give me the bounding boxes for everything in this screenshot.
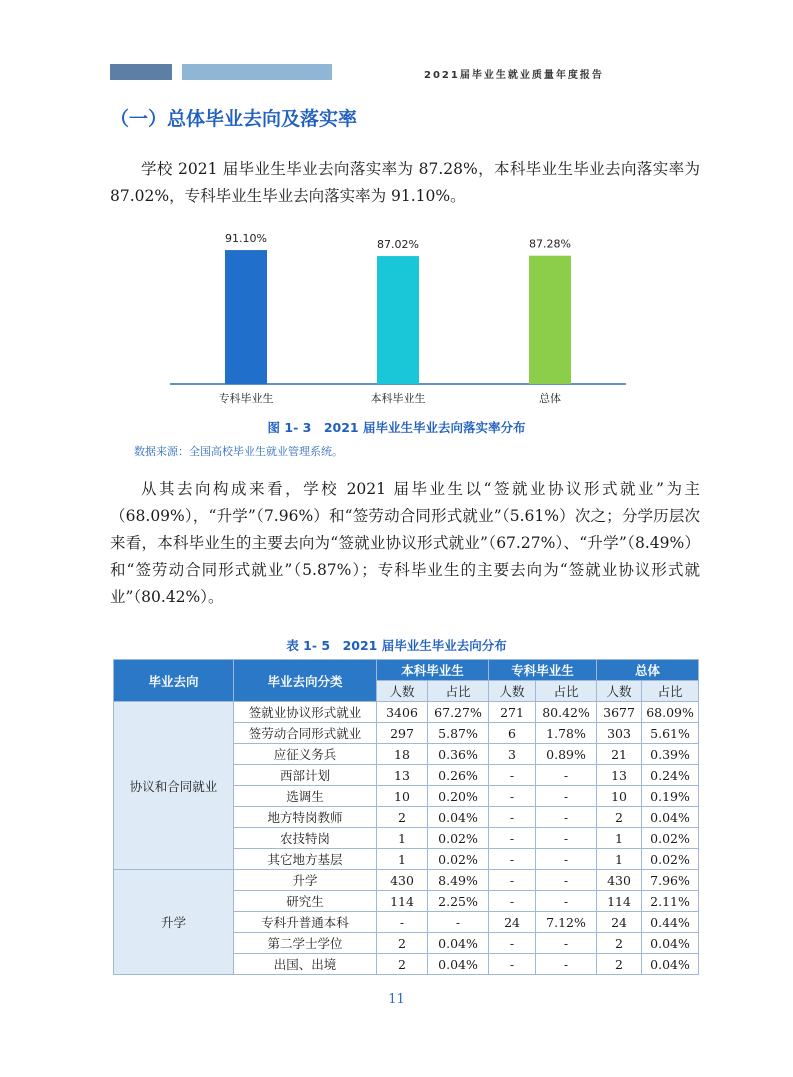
subheader-count: 人数 [377, 681, 428, 702]
value-cell: 7.12% [536, 912, 597, 933]
value-cell: - [489, 891, 536, 912]
value-cell: 0.04% [428, 933, 489, 954]
category-cell: 选调生 [234, 786, 377, 807]
header-total: 总体 [597, 660, 699, 681]
category-cell: 出国、出境 [234, 954, 377, 975]
value-cell: 0.20% [428, 786, 489, 807]
data-source: 数据来源：全国高校毕业生就业管理系统。 [134, 445, 343, 458]
value-cell: 3 [489, 744, 536, 765]
value-cell: 24 [597, 912, 642, 933]
subheader-percent: 占比 [536, 681, 597, 702]
value-cell: - [536, 828, 597, 849]
value-cell: 114 [597, 891, 642, 912]
value-cell: 2 [377, 933, 428, 954]
value-cell: 2 [597, 933, 642, 954]
value-cell: 10 [377, 786, 428, 807]
header-junior-college: 专科毕业生 [489, 660, 597, 681]
value-cell: 10 [597, 786, 642, 807]
value-cell: - [536, 786, 597, 807]
section-title: （一）总体毕业去向及落实率 [110, 108, 358, 130]
value-cell: 5.87% [428, 723, 489, 744]
x-tick-label: 本科毕业生 [370, 392, 426, 405]
value-cell: 0.39% [642, 744, 699, 765]
category-cell: 应征义务兵 [234, 744, 377, 765]
value-cell: - [536, 849, 597, 870]
value-cell: 0.26% [428, 765, 489, 786]
value-cell: 2 [597, 807, 642, 828]
header-destination: 毕业去向 [114, 660, 234, 702]
value-cell: 0.04% [428, 954, 489, 975]
category-cell: 农技特岗 [234, 828, 377, 849]
value-cell: - [536, 891, 597, 912]
value-cell: - [536, 870, 597, 891]
value-cell: 1 [597, 828, 642, 849]
value-cell: 2.25% [428, 891, 489, 912]
category-cell: 其它地方基层 [234, 849, 377, 870]
bar [529, 256, 571, 384]
bar-chart [160, 224, 640, 414]
value-cell: 0.02% [428, 849, 489, 870]
value-cell: 271 [489, 702, 536, 723]
subheader-count: 人数 [597, 681, 642, 702]
value-cell: 430 [377, 870, 428, 891]
value-cell: 8.49% [428, 870, 489, 891]
data-label: 91.10% [225, 232, 267, 246]
paragraph-composition: 从其去向构成来看，学校 2021 届毕业生以“签就业协议形式就业”为主（68.09%），“升学”（7.96%）和“签劳动合同形式就业”（5.61%）次之；分学历层次来看，本科毕业生的主要去向为“签就业协议形式就业”（67.27%）、“升学”（8.49%）和“签劳动合同形式就业”（5.87%）；专科毕业生的主要去向为“签就业协议形式就业”（80.42%）。 [110, 480, 700, 606]
header-category: 毕业去向分类 [234, 660, 377, 702]
value-cell: 7.96% [642, 870, 699, 891]
value-cell: 13 [597, 765, 642, 786]
data-label: 87.28% [529, 237, 571, 251]
value-cell: - [489, 954, 536, 975]
group-cell: 协议和合同就业 [114, 702, 234, 870]
value-cell: 0.44% [642, 912, 699, 933]
header-decoration [110, 64, 332, 80]
value-cell: 0.36% [428, 744, 489, 765]
value-cell: 1.78% [536, 723, 597, 744]
value-cell: - [489, 870, 536, 891]
subheader-percent: 占比 [642, 681, 699, 702]
value-cell: 0.89% [536, 744, 597, 765]
value-cell: 0.02% [642, 828, 699, 849]
value-cell: - [536, 954, 597, 975]
table-row [114, 870, 699, 891]
value-cell: - [489, 933, 536, 954]
header-undergraduate: 本科毕业生 [377, 660, 489, 681]
value-cell: 6 [489, 723, 536, 744]
category-cell: 西部计划 [234, 765, 377, 786]
value-cell: 0.19% [642, 786, 699, 807]
value-cell: 24 [489, 912, 536, 933]
table-caption: 表 1- 5 2021 届毕业生毕业去向分布 [286, 638, 507, 653]
subheader-percent: 占比 [428, 681, 489, 702]
value-cell: 0.24% [642, 765, 699, 786]
value-cell: 2 [377, 807, 428, 828]
value-cell: - [536, 765, 597, 786]
subheader-count: 人数 [489, 681, 536, 702]
paragraph-intro: 学校 2021 届毕业生毕业去向落实率为 87.28%，本科毕业生毕业去向落实率为 87.02%，专科毕业生毕业去向落实率为 91.10%。 [110, 160, 700, 205]
value-cell: 68.09% [642, 702, 699, 723]
value-cell: 67.27% [428, 702, 489, 723]
page-number: 11 [388, 992, 405, 1007]
value-cell: 114 [377, 891, 428, 912]
value-cell: 0.04% [642, 933, 699, 954]
value-cell: 21 [597, 744, 642, 765]
value-cell: - [536, 807, 597, 828]
table-row [114, 702, 699, 723]
value-cell: - [489, 765, 536, 786]
data-label: 87.02% [377, 238, 419, 252]
value-cell: 0.02% [642, 849, 699, 870]
destination-table [113, 659, 699, 975]
value-cell: 3406 [377, 702, 428, 723]
figure-caption: 图 1- 3 2021 届毕业生毕业去向落实率分布 [267, 420, 526, 435]
value-cell: 2 [597, 954, 642, 975]
value-cell: 0.04% [642, 954, 699, 975]
value-cell: - [489, 828, 536, 849]
category-cell: 研究生 [234, 891, 377, 912]
value-cell: - [489, 807, 536, 828]
value-cell: - [377, 912, 428, 933]
category-cell: 专科升普通本科 [234, 912, 377, 933]
value-cell: 0.02% [428, 828, 489, 849]
bar [225, 250, 267, 384]
value-cell: 80.42% [536, 702, 597, 723]
value-cell: 5.61% [642, 723, 699, 744]
value-cell: 2 [377, 954, 428, 975]
bar [377, 256, 419, 384]
value-cell: 18 [377, 744, 428, 765]
value-cell: 0.04% [428, 807, 489, 828]
category-cell: 第二学士学位 [234, 933, 377, 954]
category-cell: 地方特岗教师 [234, 807, 377, 828]
value-cell: - [428, 912, 489, 933]
value-cell: 0.04% [642, 807, 699, 828]
value-cell: 13 [377, 765, 428, 786]
value-cell: 1 [597, 849, 642, 870]
x-tick-label: 总体 [539, 392, 561, 405]
value-cell: 430 [597, 870, 642, 891]
value-cell: 297 [377, 723, 428, 744]
value-cell: 2.11% [642, 891, 699, 912]
value-cell: - [489, 786, 536, 807]
category-cell: 签劳动合同形式就业 [234, 723, 377, 744]
value-cell: - [536, 933, 597, 954]
value-cell: 1 [377, 849, 428, 870]
header-title: 2021届毕业生就业质量年度报告 [424, 70, 604, 81]
x-tick-label: 专科毕业生 [218, 392, 274, 405]
value-cell: 1 [377, 828, 428, 849]
value-cell: 3677 [597, 702, 642, 723]
category-cell: 签就业协议形式就业 [234, 702, 377, 723]
value-cell: - [489, 849, 536, 870]
category-cell: 升学 [234, 870, 377, 891]
group-cell: 升学 [114, 870, 234, 975]
value-cell: 303 [597, 723, 642, 744]
